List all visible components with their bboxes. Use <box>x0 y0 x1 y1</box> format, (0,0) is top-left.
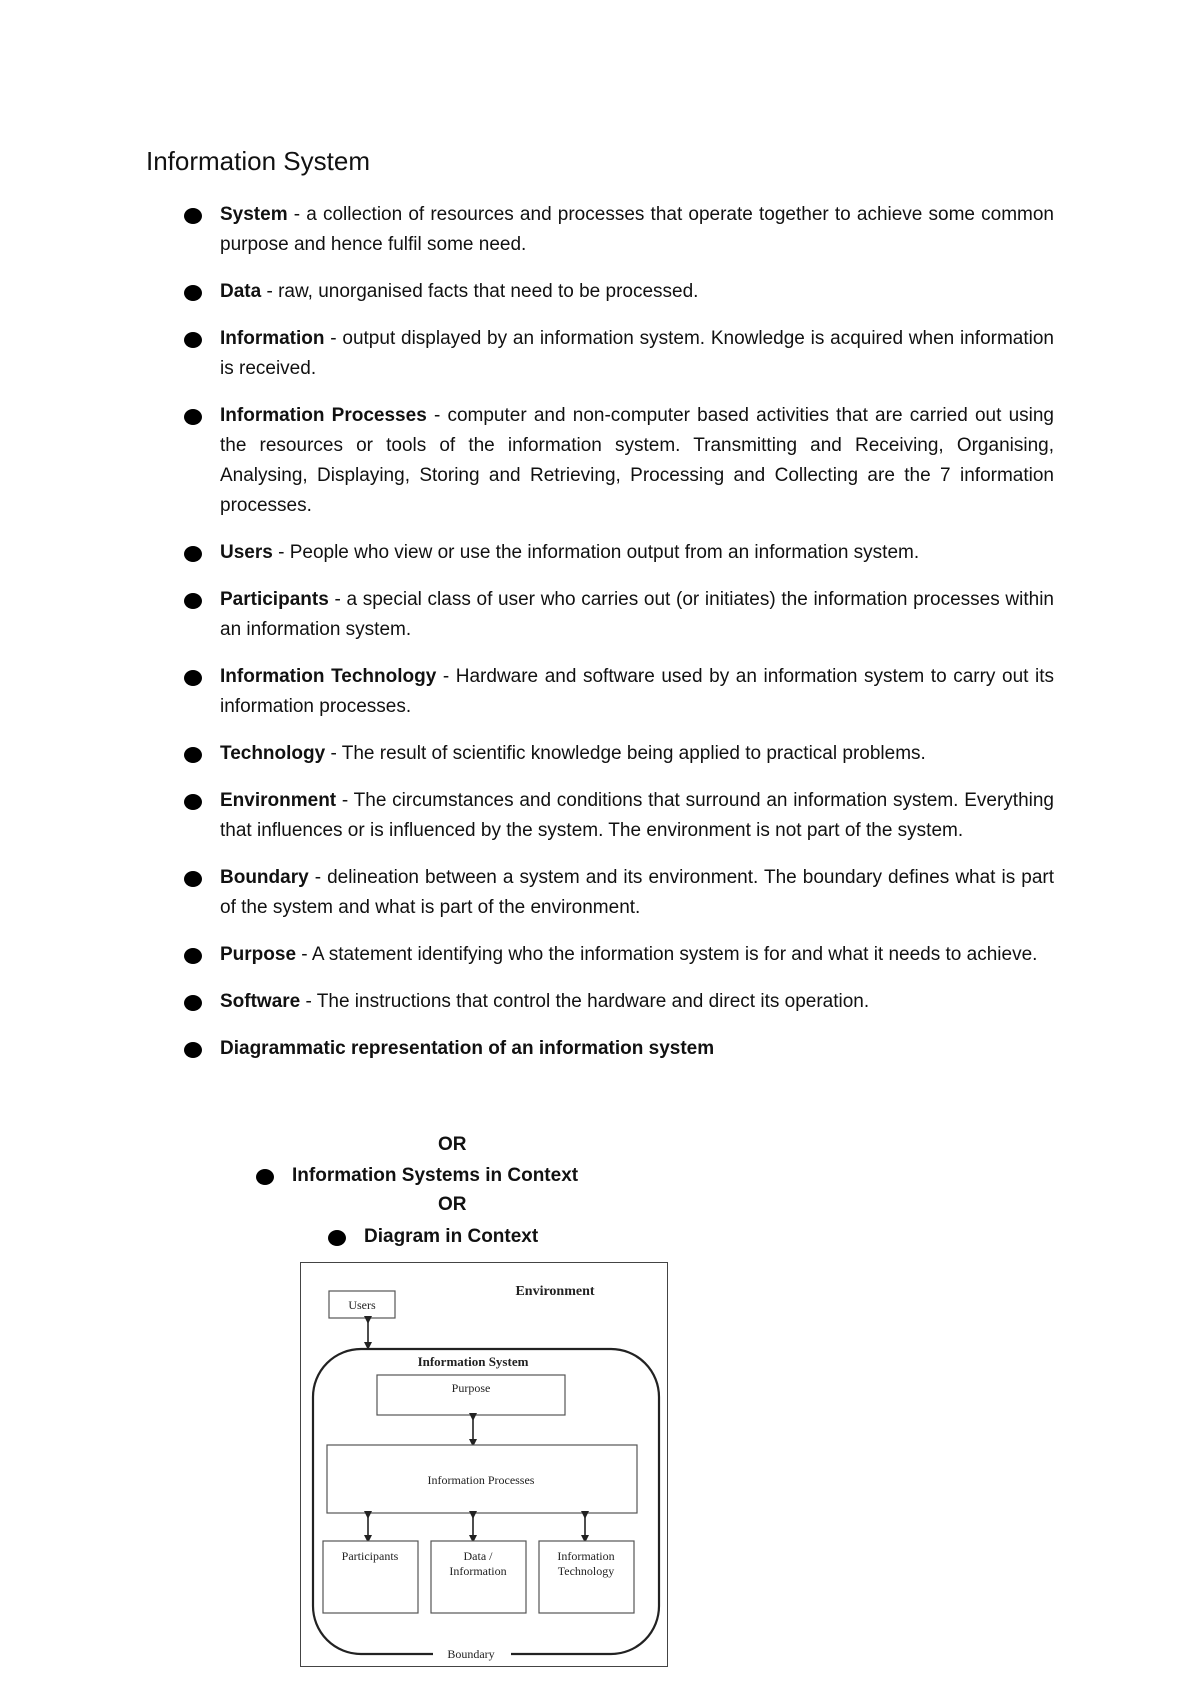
list-item: Data - raw, unorganised facts that need to be processed. <box>180 277 1054 307</box>
information-system-label: Information System <box>417 1354 529 1369</box>
list-item: Boundary - delineation between a system and its environment. The boundary defines what is part of the system and what is part of the environment. <box>180 863 1054 923</box>
list-item: System - a collection of resources and processes that operate together to achieve some common purpose and hence fulfil some need. <box>180 200 1054 260</box>
it-label-line2: Technology <box>557 1564 615 1578</box>
list-item: Environment - The circumstances and conditions that surround an information system. Everything that influences or is influenced by the system. The environment is not part of the system. <box>180 786 1054 846</box>
definition-term: Purpose <box>220 944 297 965</box>
list-item: Technology - The result of scientific knowledge being applied to practical problems. <box>180 739 1054 769</box>
definition-list <box>180 200 1054 1081</box>
list-item: Users - People who view or use the information output from an information system. <box>180 538 1054 568</box>
data-label-line1: Data / <box>463 1549 493 1563</box>
definition-term: Participants <box>220 589 329 610</box>
list-item: Software - The instructions that control the hardware and direct its operation. <box>180 987 1054 1017</box>
environment-label: Environment <box>515 1284 595 1299</box>
information-processes-label: Information Processes <box>427 1473 535 1487</box>
page-title: Information System <box>146 146 370 176</box>
diagram-canvas <box>301 1263 669 1668</box>
list-item: Information - output displayed by an information system. Knowledge is acquired when information is received. <box>180 324 1054 384</box>
participants-label: Participants <box>341 1549 399 1563</box>
information-system-diagram <box>300 1262 668 1667</box>
list-item: Information Technology - Hardware and software used by an information system to carry out its information processes. <box>180 662 1054 722</box>
list-item <box>180 1034 1054 1064</box>
purpose-label: Purpose <box>451 1381 491 1395</box>
data-label-line2: Information <box>449 1564 507 1578</box>
list-item-alternative: Information Systems in Context <box>256 1161 578 1191</box>
boundary-label: Boundary <box>447 1647 495 1661</box>
definition-term: Software <box>220 991 301 1012</box>
definition-term: Environment <box>220 790 337 811</box>
definition-term: Information <box>220 328 325 349</box>
list-item: Purpose - A statement identifying who the information system is for and what it needs to achieve. <box>180 940 1054 970</box>
definition-term: Boundary <box>220 867 309 888</box>
users-label: Users <box>348 1298 376 1312</box>
list-item-alternative: Diagram in Context <box>328 1222 538 1252</box>
definition-term: Technology <box>220 743 326 764</box>
or-label: OR <box>438 1194 467 1215</box>
definition-term: Information Technology <box>220 666 437 687</box>
or-label: OR <box>438 1134 467 1155</box>
definition-term: Users <box>220 542 273 563</box>
list-item: Information Processes - computer and non-computer based activities that are carried out using the resources or tools of the information system. Transmitting and Receiving, Organising, Analysing, Displaying, Storing and Retrieving, Processing and Collecting are the 7 information processes. <box>180 401 1054 521</box>
definition-term: Information Processes <box>220 405 427 426</box>
definition-term: Diagrammatic representation of an information system <box>220 1038 715 1059</box>
it-label-line1: Information <box>557 1549 615 1563</box>
definition-term: Data <box>220 281 262 302</box>
definition-term: System <box>220 204 288 225</box>
list-item: Participants - a special class of user who carries out (or initiates) the information processes within an information system. <box>180 585 1054 645</box>
